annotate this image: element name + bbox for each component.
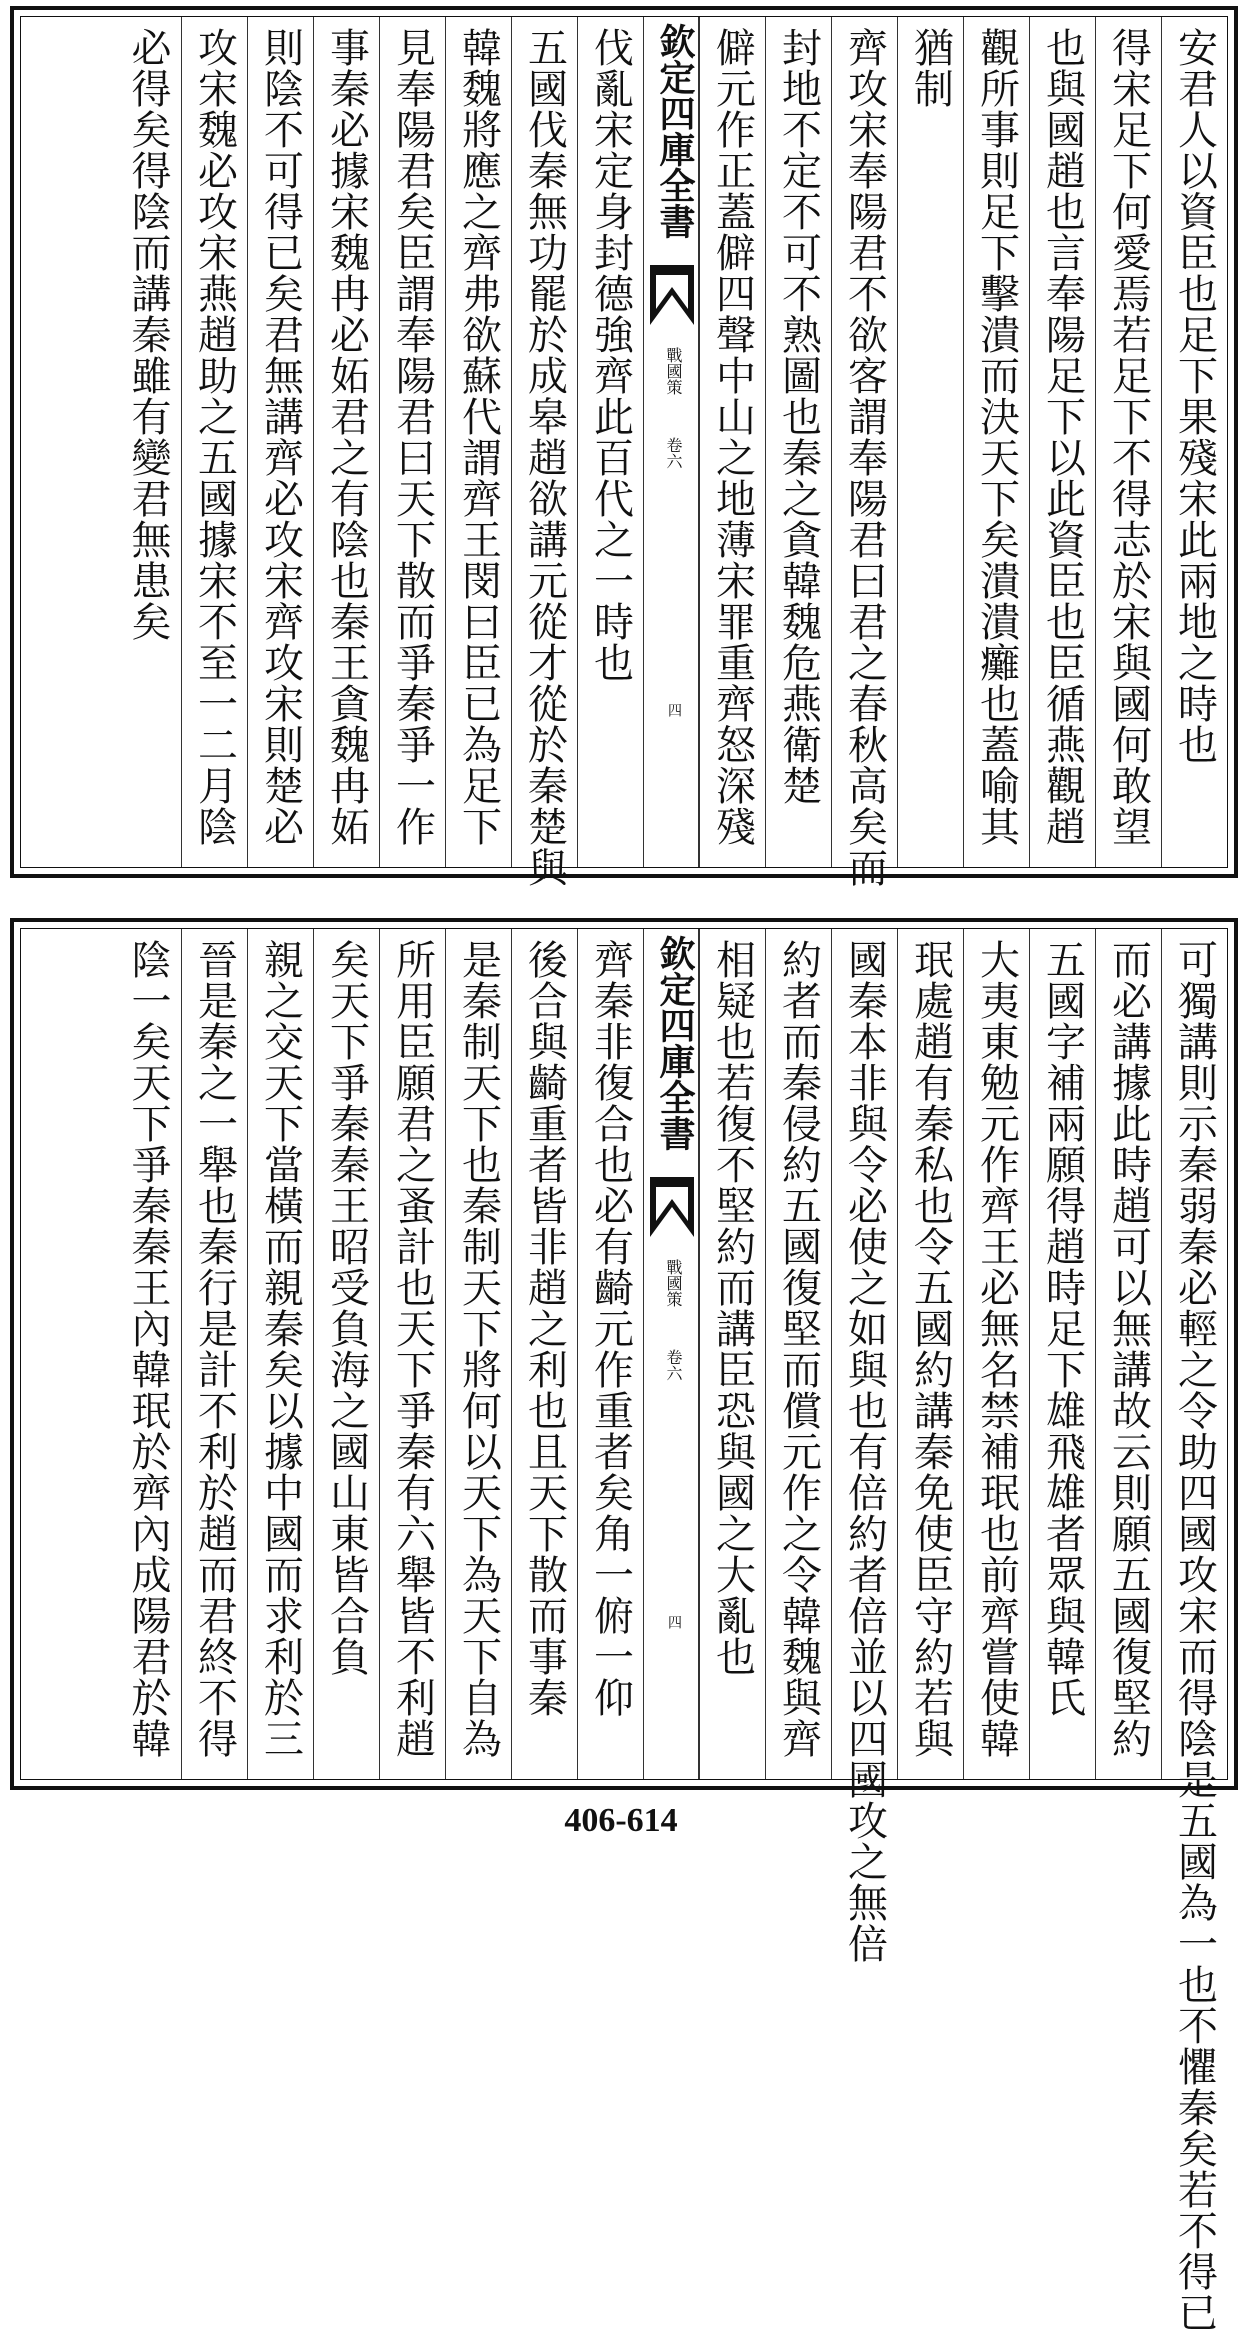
column-text: 後合與齮重者皆非趙之利也且天下散而事秦: [521, 939, 568, 1718]
book-title: 欽定四庫全書: [654, 935, 696, 1151]
text-column: [247, 929, 313, 1779]
text-column: [511, 17, 577, 888]
text-column: [897, 929, 963, 1779]
text-column: [897, 17, 963, 867]
column-text: 五國伐秦無功罷於成皋趙欲講元從才從於秦楚與: [521, 27, 568, 888]
text-column: [181, 929, 247, 1779]
page-number: 406-614: [564, 1802, 678, 1839]
column-text: 猶制: [907, 27, 954, 109]
column-text: 事秦必據宋魏冉必妬君之有陰也秦王貪魏冉妬: [323, 27, 370, 847]
column-text: 而必講據此時趙可以無講故云則願五國復堅約: [1105, 939, 1152, 1759]
text-column: [379, 17, 445, 867]
text-column: [963, 929, 1029, 1779]
column-text: 必得矣得陰而講秦雖有變君無患矣: [125, 27, 171, 642]
column-text: 齊攻宋奉陽君不欲客謂奉陽君曰君之春秋高矣而: [841, 27, 888, 888]
column-text: 得宋足下何愛焉若足下不得志於宋與國何敢望: [1105, 27, 1152, 847]
folio-number: 四: [666, 1615, 682, 1629]
column-text: 親之交天下當橫而親秦矣以據中國而求利於三: [257, 939, 304, 1759]
text-column: [1029, 17, 1095, 867]
text-column: [1161, 17, 1227, 867]
column-text: 觀所事則足下擊潰而決天下矣潰潰癱也蓋喻其: [973, 27, 1020, 847]
fish-tail-mark-icon: [650, 1177, 694, 1237]
top-page-panel: [10, 6, 1238, 888]
column-text: 可獨講則示秦弱秦必輕之令助四國攻宋而得陰是五國為一也不懼秦矣若不得已: [1171, 939, 1218, 2333]
column-text: 韓魏將應之齊弗欲蘇代謂齊王閔曰臣已為足下: [455, 27, 502, 847]
text-column: [963, 17, 1029, 867]
text-column: [831, 929, 897, 1964]
chapter-label: 卷六: [664, 437, 683, 469]
column-text: 珉處趙有秦私也令五國約講秦免使臣守約若與: [907, 939, 954, 1759]
column-text: 安君人以資臣也足下果殘宋此兩地之時也: [1171, 27, 1218, 765]
text-column: [765, 17, 831, 867]
top-text-columns: [21, 17, 1227, 888]
folio-number: 四: [666, 703, 682, 717]
book-name: 戰國策: [664, 1259, 683, 1307]
chapter-label: 卷六: [664, 1349, 683, 1381]
column-text: 所用臣願君之蚤計也天下爭秦有六舉皆不利趙: [389, 939, 436, 1759]
text-column: [313, 17, 379, 867]
text-column: [699, 17, 765, 867]
text-column: [181, 17, 247, 867]
column-text: 伐亂宋定身封德強齊此百代之一時也: [587, 27, 634, 683]
book-title: 欽定四庫全書: [654, 23, 696, 239]
column-text: 僻元作正蓋僻四聲中山之地薄宋罪重齊怒深殘: [709, 27, 756, 847]
text-column: [577, 929, 643, 1779]
text-column: [831, 17, 897, 888]
column-text: 齊秦非復合也必有齮元作重者矣角一俯一仰: [587, 939, 634, 1718]
text-column: [1161, 929, 1227, 2333]
fish-tail-mark-icon: [650, 265, 694, 325]
column-text: 封地不定不可不熟圖也秦之貪韓魏危燕衛楚: [775, 27, 822, 806]
center-gutter: [643, 17, 699, 867]
text-column: [445, 17, 511, 867]
text-column: [313, 929, 379, 1779]
text-column: [445, 929, 511, 1779]
text-column: [765, 929, 831, 1779]
text-column: [699, 929, 765, 1779]
center-gutter: [643, 929, 699, 1779]
top-page-frame: [20, 16, 1228, 888]
text-column: [1029, 929, 1095, 1779]
text-column: [1095, 17, 1161, 867]
column-text: 約者而秦侵約五國復堅而償元作之令韓魏與齊: [775, 939, 822, 1759]
column-text: 攻宋魏必攻宋燕趙助之五國據宋不至一二月陰: [191, 27, 238, 847]
column-text: 也與國趙也言奉陽足下以此資臣也臣循燕觀趙: [1039, 27, 1086, 847]
column-text: 五國字補兩願得趙時足下雄飛雄者眾與韓氏: [1039, 939, 1086, 1718]
column-text: 大夷東勉元作齊王必無名禁補珉也前齊嘗使韓: [973, 939, 1020, 1759]
text-column: [115, 17, 181, 867]
column-text: 是秦制天下也秦制天下將何以天下為天下自為: [455, 939, 502, 1759]
column-text: 晉是秦之一舉也秦行是計不利於趙而君終不得: [191, 939, 238, 1759]
column-text: 則陰不可得已矣君無講齊必攻宋齊攻宋則楚必: [257, 27, 304, 847]
column-text: 相疑也若復不堅約而講臣恐與國之大亂也: [709, 939, 756, 1677]
column-text: 矣天下爭秦秦王昭受負海之國山東皆合負: [323, 939, 370, 1677]
book-name: 戰國策: [664, 347, 683, 395]
text-column: [577, 17, 643, 867]
column-text: 陰一矣天下爭秦秦王內韓珉於齊內成陽君於韓: [125, 939, 171, 1759]
text-column: [1095, 929, 1161, 1779]
text-column: [379, 929, 445, 1779]
column-text: 國秦本非與令必使之如與也有倍約者倍並以四國攻之無倍: [841, 939, 888, 1964]
text-column: [115, 929, 181, 1779]
text-column: [511, 929, 577, 1779]
text-column: [247, 17, 313, 867]
column-text: 見奉陽君矣臣謂奉陽君曰天下散而爭秦爭一作: [389, 27, 436, 847]
